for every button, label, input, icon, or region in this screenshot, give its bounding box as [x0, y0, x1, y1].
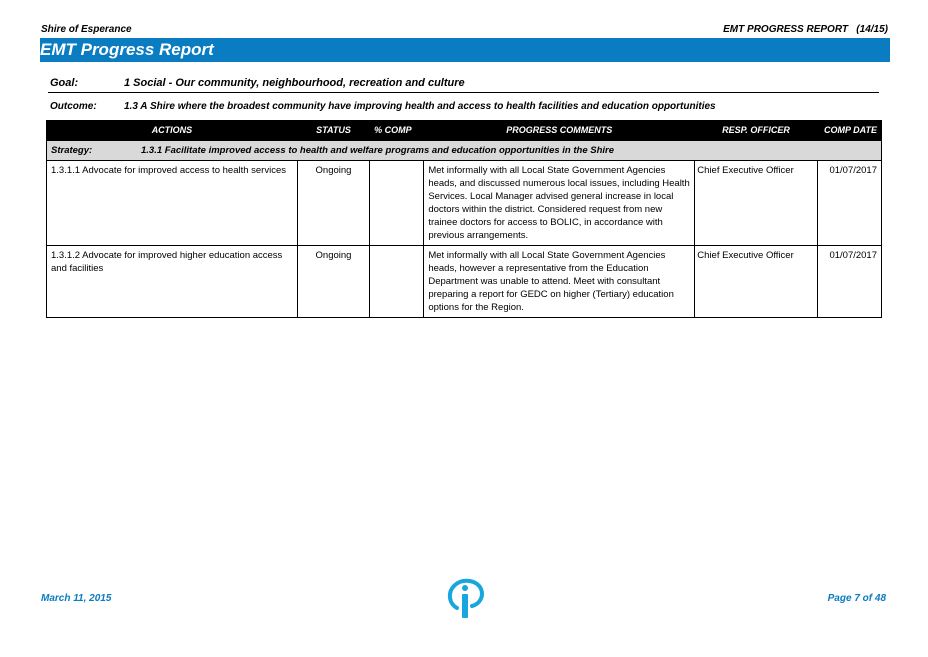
officer-cell: Chief Executive Officer	[695, 246, 817, 318]
col-comp-date: COMP DATE	[817, 121, 881, 141]
col-resp-officer: RESP. OFFICER	[695, 121, 817, 141]
status-cell: Ongoing	[297, 161, 369, 246]
report-label: EMT PROGRESS REPORT (14/15)	[723, 24, 888, 35]
table-row	[47, 161, 882, 246]
comp-date-cell: 01/07/2017	[817, 246, 881, 318]
org-name: Shire of Esperance	[41, 24, 132, 35]
officer-cell: Chief Executive Officer	[695, 161, 817, 246]
table-row	[47, 246, 882, 318]
actions-table	[46, 120, 882, 318]
comp-date-cell: 01/07/2017	[817, 161, 881, 246]
outcome-line	[50, 101, 716, 112]
footer-date: March 11, 2015	[41, 593, 112, 604]
strategy-row	[47, 141, 882, 161]
page-number: Page 7 of 48	[827, 593, 886, 604]
col-actions: ACTIONS	[47, 121, 298, 141]
goal-divider	[48, 92, 879, 93]
status-cell: Ongoing	[297, 246, 369, 318]
col-pct-comp: % COMP	[370, 121, 424, 141]
col-status: STATUS	[297, 121, 369, 141]
col-progress-comments: PROGRESS COMMENTS	[424, 121, 695, 141]
shire-logo-icon	[443, 576, 489, 622]
strategy-label: Strategy:	[51, 145, 93, 156]
pct-comp-cell	[370, 161, 424, 246]
outcome-text: 1.3 A Shire where the broadest community have improving health and access to health facilities and education opportunities	[124, 101, 716, 112]
goal-line	[50, 77, 465, 89]
title-banner	[40, 38, 890, 62]
goal-text: 1 Social - Our community, neighbourhood, recreation and culture	[124, 77, 465, 89]
table-header-row	[47, 121, 882, 141]
goal-label: Goal:	[50, 77, 79, 89]
progress-comment-cell: Met informally with all Local State Government Agencies heads, however a representative from the Education Department was unable to attend. Meet with consultant preparing a report for GEDC on higher (Tertiary) education options for the Region.	[424, 246, 695, 318]
progress-comment-cell: Met informally with all Local State Government Agencies heads, and discussed numerous local issues, including Health Services. Local Manager advised general increase in local doctors within the district. Considered request from new trainee doctors for access to BOLIC, in accordance with previous arrangements.	[424, 161, 695, 246]
outcome-label: Outcome:	[50, 101, 97, 112]
page-title: EMT Progress Report	[40, 40, 214, 59]
action-cell: 1.3.1.1 Advocate for improved access to health services	[47, 161, 298, 246]
strategy-text: 1.3.1 Facilitate improved access to health and welfare programs and education opportunities in the Shire	[141, 145, 615, 156]
action-cell: 1.3.1.2 Advocate for improved higher education access and facilities	[47, 246, 298, 318]
pct-comp-cell	[370, 246, 424, 318]
